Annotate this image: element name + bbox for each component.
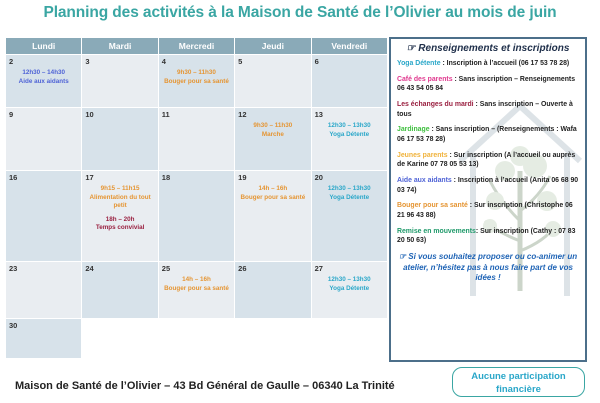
event-time: 12h30 – 13h30	[327, 276, 371, 283]
calendar-day-cell	[6, 171, 82, 262]
day-number: 24	[85, 264, 94, 273]
calendar-day-cell	[235, 55, 311, 108]
calendar-day-cell	[82, 171, 158, 262]
info-item-label: Aide aux aidants	[397, 176, 452, 184]
event-title: Yoga Détente	[329, 193, 370, 201]
calendar-empty-cell	[158, 319, 234, 359]
calendar-day-cell	[6, 108, 82, 171]
calendar-empty-cell	[311, 319, 387, 359]
event-title: Alimentation du tout petit	[89, 193, 151, 209]
calendar-week-row	[6, 171, 388, 262]
event-time: 12h30 – 14h30	[22, 69, 66, 76]
calendar-day-cell	[6, 319, 82, 359]
page-title: Planning des activités à la Maison de Santé de l’Olivier au mois de juin	[43, 4, 557, 21]
day-number: 25	[161, 264, 171, 273]
day-number: 20	[314, 173, 323, 182]
calendar-day-cell	[311, 108, 387, 171]
info-item-echanges-mardi	[397, 100, 579, 119]
event-time: 18h – 20h	[105, 215, 135, 223]
info-item-text: : Sur inscription (Christophe 06 21 96 43 88)	[397, 202, 573, 219]
calendar-header-row	[6, 38, 388, 55]
calendar-day-cell	[158, 171, 234, 262]
event-title: Bouger pour sa santé	[164, 77, 229, 85]
day-header-mardi: Mardi	[82, 38, 158, 55]
calendar-day-cell	[6, 55, 82, 108]
event-title: Yoga Détente	[329, 284, 370, 292]
event-title: Aide aux aidants	[18, 77, 69, 85]
badge-line-2: financière	[496, 384, 541, 395]
day-header-vendredi: Vendredi	[311, 38, 387, 55]
calendar-day-cell	[235, 108, 311, 171]
calendar-day-cell	[311, 55, 387, 108]
calendar-day-cell	[158, 108, 234, 171]
info-item-label: Les échanges du mardi	[397, 100, 474, 108]
day-number: 2	[9, 57, 14, 66]
calendar-week-row	[6, 108, 388, 171]
event-title: Temps convivial	[95, 224, 145, 232]
info-item-bouger-sante	[397, 201, 579, 220]
info-item-text: : Sur inscription (A l’accueil ou auprès de Karine 07 78 05 53 13)	[397, 151, 576, 169]
info-item-label: Jeunes parents	[397, 151, 448, 159]
info-item-label: Yoga Détente	[397, 60, 441, 67]
day-header-mercredi: Mercredi	[158, 38, 234, 55]
footer-address: Maison de Santé de l’Olivier – 43 Bd Général de Gaulle – 06340 La Trinité	[15, 380, 395, 392]
info-heading: ☞ Renseignements et inscriptions	[406, 43, 570, 54]
calendar-empty-cell	[235, 319, 311, 359]
day-number: 18	[161, 173, 171, 182]
info-item-text: : Inscription à l’accueil (Anita 06 68 90 03 74)	[397, 176, 579, 194]
info-panel	[389, 37, 587, 362]
info-item-label: Café des parents	[397, 75, 453, 83]
day-number: 30	[9, 321, 18, 330]
calendar-day-cell	[158, 55, 234, 108]
event-time: 12h30 – 13h30	[327, 122, 371, 129]
day-number: 16	[9, 173, 18, 182]
calendar-day-cell	[311, 262, 387, 319]
day-number: 6	[314, 57, 319, 66]
day-number: 23	[9, 264, 18, 273]
info-item-aide-aidants	[397, 176, 579, 195]
event-time: 9h15 – 11h15	[100, 185, 140, 192]
info-item-label: Jardinage	[397, 126, 430, 134]
info-item-text: : Inscription à l’accueil (06 17 53 78 28)	[440, 60, 570, 67]
calendar-table	[5, 37, 388, 359]
calendar-day-cell	[82, 55, 158, 108]
calendar-day-cell	[82, 262, 158, 319]
day-number: 4	[161, 57, 166, 66]
event-time: 9h30 – 11h30	[177, 69, 216, 76]
calendar-day-cell	[6, 262, 82, 319]
info-item-remise-mouvements	[397, 227, 579, 246]
badge-line-1: Aucune participation	[471, 371, 566, 382]
event-title: Bouger pour sa santé	[164, 284, 229, 292]
day-header-jeudi: Jeudi	[235, 38, 311, 55]
calendar-week-row	[6, 262, 388, 319]
info-item-text: : Sans inscription – (Renseignements : Wafa 06 17 53 78 28)	[397, 126, 577, 143]
event-title: Marche	[261, 130, 284, 138]
event-time: 9h30 – 11h30	[253, 122, 293, 129]
free-participation-badge	[452, 367, 585, 397]
day-number: 11	[161, 110, 170, 119]
calendar-day-cell	[235, 262, 311, 319]
day-number: 5	[238, 57, 243, 66]
info-item-text: : Sans inscription – Ouverte à tous	[397, 100, 573, 118]
calendar-day-cell	[235, 171, 311, 262]
info-item-jeunes-parents	[397, 151, 579, 170]
calendar-day-cell	[82, 108, 158, 171]
info-item-label: Bouger pour sa santé	[397, 202, 468, 210]
day-number: 27	[314, 264, 323, 273]
day-number: 12	[238, 110, 247, 119]
event-time: 12h30 – 13h30	[327, 185, 371, 192]
day-number: 10	[85, 110, 94, 119]
info-item-label: Remise en mouvements	[397, 227, 476, 235]
day-header-lundi: Lundi	[6, 38, 82, 55]
day-number: 13	[314, 110, 323, 119]
calendar-week-row	[6, 55, 388, 108]
info-item-text: : Sans inscription – Renseignements 06 43 54 05 84	[397, 75, 576, 93]
event-time: 14h – 16h	[182, 276, 211, 283]
day-number: 9	[9, 110, 14, 119]
event-time: 14h – 16h	[258, 185, 288, 192]
day-number: 17	[85, 173, 94, 182]
calendar-empty-cell	[82, 319, 158, 359]
event-title: Yoga Détente	[329, 130, 370, 138]
info-call-to-action: ☞ Si vous souhaitez proposer ou co-animer un atelier, n’hésitez pas à nous faire part de vos idées !	[398, 251, 578, 283]
day-number: 3	[85, 57, 90, 66]
info-item-jardinage	[397, 125, 579, 144]
info-item-cafe-parents	[397, 75, 579, 94]
day-number: 26	[238, 264, 247, 273]
calendar-day-cell	[311, 171, 387, 262]
day-number: 19	[238, 173, 247, 182]
info-item-text: : Sur inscription (Cathy : 07 83 20 50 63)	[397, 227, 576, 245]
event-title: Bouger pour sa santé	[240, 193, 306, 201]
calendar-day-cell	[158, 262, 234, 319]
calendar-week-row	[6, 319, 388, 359]
info-item-yoga	[397, 59, 579, 69]
